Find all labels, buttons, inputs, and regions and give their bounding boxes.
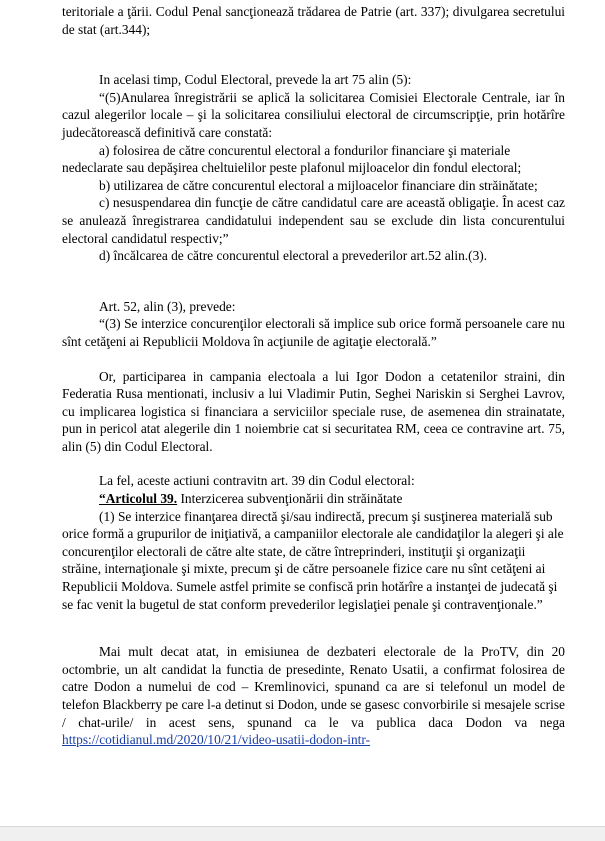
list-item-b: b) utilizarea de către concurentul electoral a mijloacelor financiare din străinătate; xyxy=(99,177,538,193)
article-39-heading xyxy=(62,490,565,508)
cotidianul-link[interactable]: https://cotidianul.md/2020/10/21/video-usatii-dodon-intr- xyxy=(62,732,371,748)
spacer xyxy=(62,351,565,368)
spacer xyxy=(62,265,565,298)
article-39-label: “Articolul 39. xyxy=(99,491,178,507)
list-item-a: a) folosirea de către concurentul electoral a fondurilor financiare şi materiale nedeclarate sau depăşirea cheltuielilor peste plafonul mijloacelor din fondul electoral; xyxy=(62,142,522,176)
quote-art75: “(5)Anularea înregistrării se aplică la solicitarea Comisiei Electorale Centrale, iar în cazul alegerilor locale – şi la solicitarea consiliului electoral de circumscripţie, prin hotărîre judecătorească definitivă care constată: xyxy=(62,89,565,140)
quote-art52: “(3) Se interzice concurenţilor electorali să implice sub orice formă persoanele care nu sînt cetăţeni ai Republicii Moldova în acţiunile de agitaţie electorală.” xyxy=(62,316,565,349)
paragraph-or: Or, participarea in campania electoala a lui Igor Dodon a cetatenilor straini, din Federatia Rusa mentionati, inclusiv a lui Vladimir Putin, Seghei Nariskin si Serghei Lavrov, cu implicarea logistica si financiara a serviciilor speciale ruse, de asemenea din strainatate, pun in pericol atat alegerile din 1 noiembrie cat si securitatea RM, ceea ce contravine art. 75, alin (5) din Codul Electoral. xyxy=(62,368,565,454)
list-item-d: d) încălcarea de către concurentul electoral a prevederilor art.52 alin.(3). xyxy=(99,248,488,264)
quote-art39: (1) Se interzice finanţarea directă şi/sau indirectă, precum şi susţinerea materială sub orice formă a grupurilor de iniţiativă, a campaniilor electorale ale candidaţilor la alegeri şi ale concurenţilor electorali de către alte state, de către întreprinderi, instituţii şi organizaţii străine, internaţionale şi mixte, precum şi de către persoanele fizice care nu sînt cetăţeni ai Republicii Moldova. Sumele astfel primite se confiscă prin hotărîre a instanţei de judecată şi se fac venit la bugetul de stat conform prevederilor legislaţiei penale şi contravenţionale.” xyxy=(62,508,564,612)
spacer xyxy=(62,38,565,71)
paragraph-mai-mult xyxy=(62,643,565,749)
paragraph-mai-mult-text: Mai mult decat atat, in emisiunea de dezbateri electorale de la ProTV, din 20 octombrie, un alt candidat la functia de presedinte, Renato Usatii, a confirmat folosirea de catre Dodon a numelui de cod – Kremlinovici, spunand ca are si telefonul un model de telefon Blackberry pe care l-a detinut si Dodon, unde se gasesc convorbirile si mesajele scrise / chat-urile/ in acest sens, spunand ca le va publica daca Dodon va nega xyxy=(62,644,565,730)
bottom-scroll-bar[interactable] xyxy=(0,826,605,841)
spacer xyxy=(62,613,565,643)
paragraph-art75-intro: In acelasi timp, Codul Electoral, prevede la art 75 alin (5): xyxy=(99,72,412,88)
paragraph-art52-intro: Art. 52, alin (3), prevede: xyxy=(99,298,236,314)
article-39-title: Interzicerea subvenţionării din străinătate xyxy=(177,491,403,507)
paragraph-art39-intro: La fel, aceste actiuni contravitn art. 39 din Codul electoral: xyxy=(99,473,415,489)
paragraph-penal-code: teritoriale a ţării. Codul Penal sancţionează trădarea de Patrie (art. 337); divulgarea secretului de stat (art.344); xyxy=(62,4,565,37)
spacer xyxy=(62,455,565,472)
list-item-c: c) nesuspendarea din funcţie de către candidatul care are această obligaţie. În acest caz se anulează înregistrarea candidatului independent sau se exclude din lista concurentului electoral candidatul respectiv;” xyxy=(62,195,565,246)
